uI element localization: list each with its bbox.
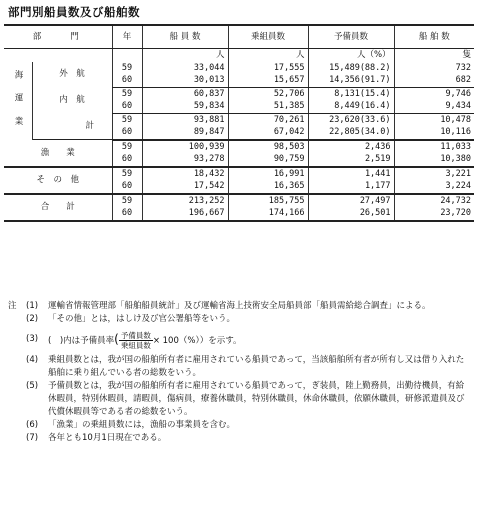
note-index: (1) (26, 301, 39, 311)
note-2 (8, 313, 470, 326)
cell-seafarers: 60,837 (142, 87, 228, 100)
cell-reserve: 27,497 (308, 194, 394, 208)
note-text: 運輸省情報管理部「船舶船員統計」及び運輸省海上技術安全局船員部「船員需給総合調査」による。 (48, 301, 431, 311)
cell-year: 60 (112, 207, 142, 221)
note-4 (8, 354, 470, 380)
note-5 (8, 380, 470, 419)
cell-ships: 732 (455, 62, 472, 73)
cell-seafarers: 17,542 (142, 180, 228, 194)
cell-seafarers: 93,881 (142, 113, 228, 126)
cell-seafarers: 18,432 (142, 167, 228, 181)
header-category: 部 門 (4, 25, 112, 49)
cell-crew: 174,166 (228, 207, 308, 221)
cell-ships: 10,380 (394, 153, 474, 167)
note-3: (3) ( )内は予備員率( $\frac{\text{予備員数}}{\text{乗組員数}}$ × 100（%））を示す。 (26, 331, 242, 350)
note-index: (3) (26, 334, 39, 344)
cell-ships: 3,221 (445, 168, 472, 179)
cell-crew: 98,503 (228, 140, 308, 154)
cell-seafarers: 33,044 (142, 62, 228, 75)
fraction-numerator: 予備員数 (120, 331, 151, 340)
label-total: 合 計 (4, 194, 112, 221)
label-coastal: 内 航 (32, 87, 112, 113)
cell-year: 59 (112, 87, 142, 100)
note-text: 「その他」とは，はしけ及び官公署船等をいう。 (48, 314, 236, 324)
note-text-post: × 100（%））を示す。 (152, 336, 242, 346)
unit-row (4, 49, 474, 62)
cell-crew: 17,555 (228, 62, 308, 75)
note-text: 乗組員数とは，我が国の船舶所有者に雇用されている船員であって，当該船舶所有者が所有し又は借り入れた船舶に乗り組んでいる者の総数をいう。 (48, 355, 465, 378)
cell-ships: 3,224 (394, 180, 474, 194)
cell-crew: 52,706 (228, 87, 308, 100)
header-ships: 船 舶 数 (394, 25, 474, 49)
cell-reserve: 8,131(15.4) (308, 87, 394, 100)
table-row (4, 167, 474, 181)
header-year: 年 (112, 25, 142, 49)
cell-ships: 24,732 (440, 195, 472, 206)
cell-seafarers: 89,847 (142, 126, 228, 140)
cell-year: 60 (112, 100, 142, 113)
label-fishery: 漁 業 (4, 140, 112, 167)
cell-reserve: 22,805(34.0) (308, 126, 394, 140)
table-row (4, 62, 474, 75)
cell-crew: 16,991 (228, 167, 308, 181)
cell-reserve: 14,356(91.7) (308, 74, 394, 87)
cell-seafarers: 213,252 (142, 194, 228, 208)
note-7 (8, 432, 470, 445)
note-text: 各年とも10月1日現在である。 (48, 433, 167, 443)
cell-seafarers: 196,667 (142, 207, 228, 221)
note-1 (8, 300, 470, 313)
note-6 (8, 419, 470, 432)
cell-year: 60 (112, 126, 142, 140)
unit-reserve: 人（%） (308, 49, 394, 62)
cell-seafarers: 59,834 (142, 100, 228, 113)
cell-seafarers: 100,939 (142, 140, 228, 154)
cell-year: 59 (112, 140, 142, 154)
cell-crew: 67,042 (228, 126, 308, 140)
label-subtotal: 計 (68, 113, 112, 140)
cell-seafarers: 30,013 (142, 74, 228, 87)
data-table (4, 24, 474, 222)
unit-ships: 隻 (462, 50, 472, 60)
unit-crew: 人 (228, 49, 308, 62)
cell-seafarers: 93,278 (142, 153, 228, 167)
cell-year: 59 (112, 167, 142, 181)
cell-reserve: 1,441 (308, 167, 394, 181)
label-marine: 海 運 業 (4, 62, 32, 140)
table-row (4, 194, 474, 208)
cell-crew: 51,385 (228, 100, 308, 113)
page-title: 部門別船員数及び船舶数 (8, 5, 140, 19)
cell-reserve: 26,501 (308, 207, 394, 221)
cell-crew: 90,759 (228, 153, 308, 167)
label-other: そ の 他 (4, 167, 112, 194)
note-text: ( )内は予備員率 (48, 336, 115, 346)
notes-head: 注 (8, 301, 17, 311)
cell-ships: 10,116 (394, 126, 474, 140)
cell-crew: 15,657 (228, 74, 308, 87)
note-text: 予備員数とは，我が国の船舶所有者に雇用されている船員であって，ぎ装員，陸上勤務員，出勤待機員，有給休暇員，特別休暇員，請暇員，傷病員，療養休職員，特別休職員，休命休職員，依願休職員，研修派遣員及び代償休暇員等である者の総数をいう。 (48, 381, 465, 417)
header-seafarers: 船 員 数 (142, 25, 228, 49)
cell-year: 59 (112, 194, 142, 208)
rate-fraction (119, 331, 153, 350)
cell-reserve: 23,620(33.6) (308, 113, 394, 126)
note-index: (7) (26, 433, 39, 443)
cell-crew: 70,261 (228, 113, 308, 126)
note-index: (5) (26, 381, 39, 391)
table-row (4, 140, 474, 154)
fraction-denominator: 乗組員数 (120, 341, 151, 350)
table-row (4, 87, 474, 100)
cell-ships: 9,434 (394, 100, 474, 113)
cell-ships: 11,033 (440, 141, 472, 152)
cell-crew: 185,755 (228, 194, 308, 208)
cell-reserve: 8,449(16.4) (308, 100, 394, 113)
note-index: (2) (26, 314, 39, 324)
cell-year: 59 (112, 62, 142, 75)
cell-reserve: 15,489(88.2) (308, 62, 394, 75)
header-crew: 乗組員数 (228, 25, 308, 49)
cell-year: 60 (112, 153, 142, 167)
cell-ships: 10,478 (440, 114, 472, 125)
cell-crew: 16,365 (228, 180, 308, 194)
label-foreign: 外 航 (32, 62, 112, 88)
header-reserve: 予備員数 (308, 25, 394, 49)
cell-ships: 23,720 (394, 207, 474, 221)
cell-year: 59 (112, 113, 142, 126)
cell-reserve: 1,177 (308, 180, 394, 194)
note-index: (4) (26, 355, 39, 365)
note-index: (6) (26, 420, 39, 430)
cell-ships: 682 (394, 74, 474, 87)
cell-reserve: 2,436 (308, 140, 394, 154)
cell-reserve: 2,519 (308, 153, 394, 167)
notes (8, 300, 470, 445)
cell-year: 60 (112, 74, 142, 87)
header-row (4, 25, 474, 49)
cell-year: 60 (112, 180, 142, 194)
cell-ships: 9,746 (445, 88, 472, 99)
table-row (4, 113, 474, 126)
unit-seafarers: 人 (142, 49, 228, 62)
note-text: 「漁業」の乗組員数には，漁船の事業員を含む。 (48, 420, 236, 430)
